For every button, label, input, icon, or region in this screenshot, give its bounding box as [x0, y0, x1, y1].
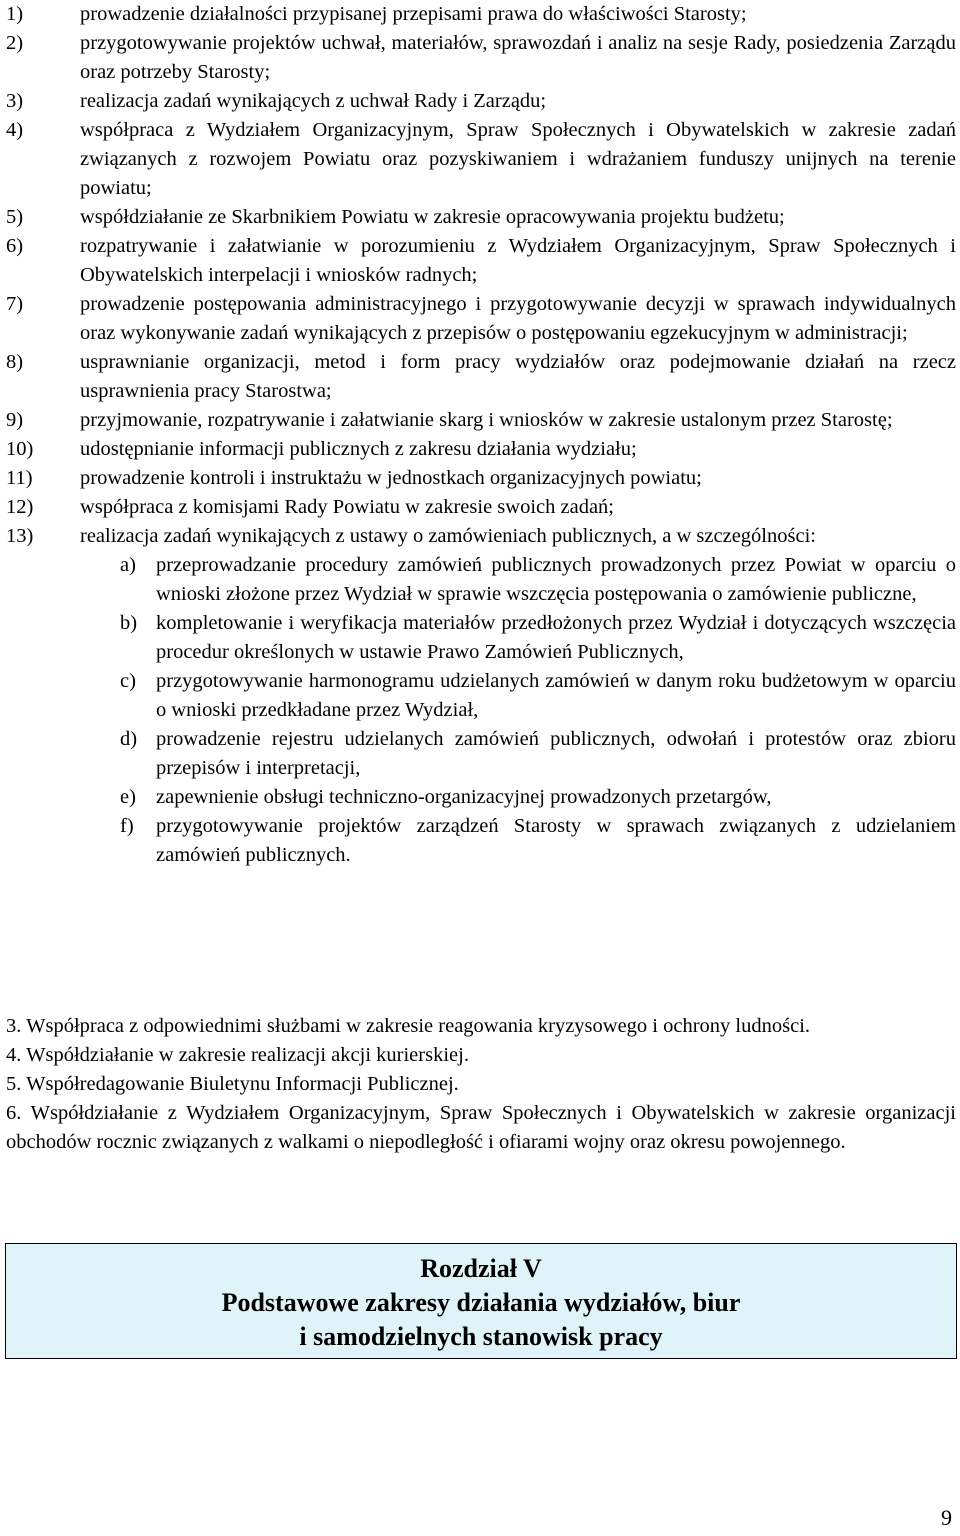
item-number: 6) [6, 235, 24, 257]
item-text: przyjmowanie, rozpatrywanie i załatwianie skarg i wniosków w zakresie ustalonym przez Starostę; [80, 409, 893, 431]
chapter-number: Rozdział V [420, 1254, 542, 1283]
item-number: 8) [6, 351, 24, 373]
sub-item-letter: e) [120, 786, 136, 808]
item-number: 7) [6, 293, 24, 315]
sub-list-item [80, 783, 956, 812]
paragraph: 4. Współdziałanie w zakresie realizacji akcji kurierskiej. [6, 1044, 469, 1066]
item-text: udostępnianie informacji publicznych z zakresu działania wydziału; [80, 438, 637, 460]
list-item [6, 348, 956, 406]
item-number: 2) [6, 32, 24, 54]
item-text: usprawnianie organizacji, metod i form pracy wydziałów oraz podejmowanie działań na rzecz usprawnienia pracy Starostwa; [80, 351, 956, 402]
item-text: rozpatrywanie i załatwianie w porozumieniu z Wydziałem Organizacyjnym, Spraw Społecznych i Obywatelskich interpelacji i wniosków radnych; [80, 235, 956, 286]
sub-item-text: przeprowadzanie procedury zamówień publicznych prowadzonych przez Powiat w oparciu o wnioski złożone przez Wydział w sprawie wszczęcia postępowania o zamówienie publiczne, [156, 554, 956, 605]
item-text: prowadzenie postępowania administracyjnego i przygotowywanie decyzji w sprawach indywidualnych oraz wykonywanie zadań wynikających z przepisów o postępowaniu egzekucyjnym w administracji; [80, 293, 956, 344]
paragraph: 6. Współdziałanie z Wydziałem Organizacyjnym, Spraw Społecznych i Obywatelskich w zakresie organizacji obchodów rocznic związanych z walkami o niepodległość i ofiarami wojny oraz okresu powojennego. [6, 1102, 956, 1153]
item-number: 13) [6, 525, 34, 547]
sub-list-item [80, 812, 956, 870]
item-number: 1) [6, 3, 24, 25]
list-item [6, 435, 956, 464]
list-item [6, 0, 956, 29]
sub-list-item [80, 667, 956, 725]
list-item [6, 464, 956, 493]
list-item [6, 232, 956, 290]
list-item [6, 29, 956, 87]
sub-item-text: prowadzenie rejestru udzielanych zamówień publicznych, odwołań i protestów oraz zbioru przepisów i interpretacji, [156, 728, 956, 779]
item-text: realizacja zadań wynikających z ustawy o zamówieniach publicznych, a w szczególności: [80, 525, 816, 547]
list-item [6, 493, 956, 522]
paragraph: 5. Współredagowanie Biuletynu Informacji Publicznej. [6, 1073, 459, 1095]
item-number: 9) [6, 409, 24, 431]
list-item [6, 290, 956, 348]
item-text: przygotowywanie projektów uchwał, materiałów, sprawozdań i analiz na sesje Rady, posiedzenia Zarządu oraz potrzeby Starosty; [80, 32, 956, 83]
sub-list-item [80, 609, 956, 667]
list-item [6, 203, 956, 232]
sub-item-letter: c) [120, 670, 136, 692]
list-item [6, 522, 956, 551]
sub-item-letter: f) [120, 815, 134, 837]
sub-item-text: przygotowywanie harmonogramu udzielanych zamówień w danym roku budżetowym w oparciu o wnioski przedkładane przez Wydział, [156, 670, 956, 721]
chapter-title-line1: Podstawowe zakresy działania wydziałów, biur [221, 1288, 741, 1317]
sub-item-letter: a) [120, 554, 136, 576]
item-text: prowadzenie kontroli i instruktażu w jednostkach organizacyjnych powiatu; [80, 467, 702, 489]
page-number: 9 [941, 1505, 952, 1530]
item-number: 5) [6, 206, 24, 228]
sub-item-letter: d) [120, 728, 138, 750]
item-text: prowadzenie działalności przypisanej przepisami prawa do właściwości Starosty; [80, 3, 747, 25]
item-text: współdziałanie ze Skarbnikiem Powiatu w zakresie opracowywania projektu budżetu; [80, 206, 785, 228]
item-text: współpraca z Wydziałem Organizacyjnym, Spraw Społecznych i Obywatelskich w zakresie zadań związanych z rozwojem Powiatu oraz pozyskiwaniem i wdrażaniem funduszy unijnych na terenie powiatu; [80, 119, 956, 199]
sub-item-text: zapewnienie obsługi techniczno-organizacyjnej prowadzonych przetargów, [156, 786, 772, 808]
sub-list-item [80, 551, 956, 609]
item-text: realizacja zadań wynikających z uchwał Rady i Zarządu; [80, 90, 547, 112]
item-text: współpraca z komisjami Rady Powiatu w zakresie swoich zadań; [80, 496, 614, 518]
paragraph: 3. Współpraca z odpowiednimi służbami w zakresie reagowania kryzysowego i ochrony ludności. [6, 1015, 811, 1037]
sub-item-text: przygotowywanie projektów zarządzeń Starosty w sprawach związanych z udzielaniem zamówień publicznych. [156, 815, 956, 866]
list-item [6, 406, 956, 435]
chapter-heading-box [5, 1243, 957, 1359]
chapter-title-line2: i samodzielnych stanowisk pracy [299, 1322, 663, 1351]
numbered-list [6, 0, 956, 870]
item-number: 10) [6, 438, 34, 460]
item-number: 3) [6, 90, 24, 112]
list-item [6, 116, 956, 203]
list-item [6, 87, 956, 116]
sub-item-letter: b) [120, 612, 138, 634]
item-number: 4) [6, 119, 24, 141]
sub-item-text: kompletowanie i weryfikacja materiałów przedłożonych przez Wydział i dotyczących wszczęcia procedur określonych w ustawie Prawo Zamówień Publicznych, [156, 612, 956, 663]
paragraphs [6, 1012, 956, 1157]
item-number: 11) [6, 467, 33, 489]
sub-list-item [80, 725, 956, 783]
lettered-sublist [80, 551, 956, 870]
item-number: 12) [6, 496, 34, 518]
